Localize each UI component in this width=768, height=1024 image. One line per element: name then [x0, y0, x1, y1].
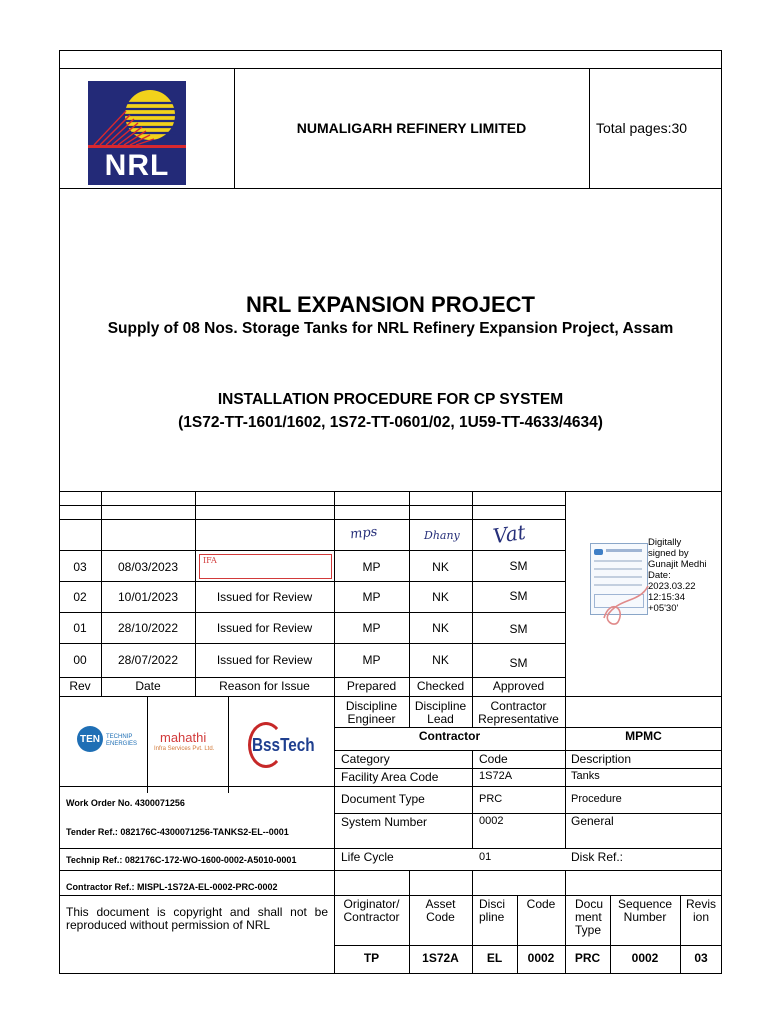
docnum-sequence: 0002: [631, 951, 659, 965]
col-reason: Reason for Issue: [219, 679, 310, 693]
reason-00: Issued for Review: [216, 653, 313, 667]
rule: [565, 727, 566, 848]
rule: [589, 68, 590, 188]
signature-checked: Dhany: [424, 529, 460, 542]
total-pages: Total pages:30: [596, 120, 688, 136]
docnum-header-originator: Originator/ Contractor: [343, 897, 400, 924]
rule: [59, 68, 722, 69]
meta-code-lifecycle: 01: [479, 851, 492, 863]
docnum-header-doctype: Docu ment Type: [575, 897, 604, 937]
date-03: 08/03/2023: [117, 560, 179, 574]
rule: [59, 550, 565, 551]
rev-02: 02: [73, 590, 87, 604]
project-subtitle: Supply of 08 Nos. Storage Tanks for NRL Refinery Expansion Project, Assam: [107, 320, 674, 337]
rule: [59, 870, 722, 871]
rule: [565, 696, 566, 727]
date-00: 28/07/2022: [117, 653, 179, 667]
col-checked: Checked: [416, 679, 465, 693]
rule: [59, 612, 565, 613]
col-rev: Rev: [69, 679, 91, 693]
meta-label-category: Category: [341, 752, 390, 766]
rule: [334, 945, 722, 946]
technip-ref: Technip Ref.: 082176C-172-WO-1600-0002-A5010-0001: [66, 855, 297, 865]
role-discipline-lead: Discipline Lead: [414, 699, 467, 726]
reason-02: Issued for Review: [216, 590, 313, 604]
document-tags: (1S72-TT-1601/1602, 1S72-TT-0601/02, 1U59-TT-4633/4634): [178, 414, 603, 431]
prepared-00: MP: [362, 653, 381, 667]
digital-signature-scribble: [596, 578, 656, 633]
rule: [334, 750, 722, 751]
meta-code-doctype: PRC: [479, 793, 503, 805]
rule: [334, 727, 722, 728]
docnum-originator: TP: [363, 951, 380, 965]
checked-02: NK: [432, 590, 449, 604]
copyright-note: This document is copyright and shall not be reproduced without permission of NRL: [66, 905, 328, 932]
date-01: 28/10/2022: [117, 621, 179, 635]
technip-logo-short: TEN: [80, 734, 100, 745]
work-order-ref: Work Order No. 4300071256: [66, 798, 185, 808]
rule: [59, 491, 722, 492]
reason-03-box: [199, 554, 332, 579]
meta-desc-category: Description: [571, 752, 632, 766]
rule: [59, 895, 722, 896]
rev-01: 01: [73, 621, 87, 635]
docnum-discipline: EL: [486, 951, 503, 965]
reason-03: IFA: [203, 556, 217, 565]
rule: [472, 696, 473, 727]
rule: [334, 768, 722, 769]
approved-01: SM: [509, 622, 528, 636]
rule: [228, 696, 229, 793]
docnum-revision: 03: [694, 951, 708, 965]
mahathi-logo-sub: Infra Services Pvt. Ltd.: [154, 746, 215, 752]
approved-00: SM: [509, 656, 528, 670]
mahathi-logo: mahathi: [160, 730, 207, 745]
docnum-header-code: Code: [526, 897, 556, 911]
meta-desc-system: General: [571, 814, 614, 828]
role-contractor-rep: Contractor Representative: [478, 699, 559, 726]
docnum-header-asset: Asset Code: [425, 897, 456, 924]
rule: [334, 813, 722, 814]
document-title: INSTALLATION PROCEDURE FOR CP SYSTEM: [217, 391, 564, 408]
nrl-logo-text: NRL: [104, 149, 170, 182]
rev-03: 03: [73, 560, 87, 574]
prepared-01: MP: [362, 621, 381, 635]
meta-desc-doctype: Procedure: [571, 793, 622, 805]
tender-ref: Tender Ref.: 082176C-4300071256-TANKS2-EL--0001: [66, 827, 289, 837]
meta-code-category: Code: [479, 752, 508, 766]
rule: [59, 848, 722, 849]
rule: [59, 643, 565, 644]
date-02: 10/01/2023: [117, 590, 179, 604]
docnum-code: 0002: [527, 951, 555, 965]
meta-desc-facility: Tanks: [571, 770, 600, 782]
col-date: Date: [135, 679, 161, 693]
bsstech-logo: BssTech: [252, 735, 315, 755]
signature-approved: Vat: [491, 519, 528, 549]
technip-logo-name: TECHNIP ENERGIES: [106, 734, 138, 747]
contractor-label: Contractor: [418, 729, 481, 743]
docnum-asset: 1S72A: [422, 951, 459, 965]
rule: [472, 750, 473, 848]
col-prepared: Prepared: [346, 679, 397, 693]
checked-00: NK: [432, 653, 449, 667]
rule: [59, 519, 565, 520]
meta-label-lifecycle: Life Cycle: [341, 850, 394, 864]
prepared-02: MP: [362, 590, 381, 604]
mpmc-label: MPMC: [625, 729, 662, 743]
contractor-ref: Contractor Ref.: MISPL-1S72A-EL-0002-PRC-0002: [66, 882, 278, 892]
rule: [565, 491, 566, 696]
rule: [59, 505, 565, 506]
meta-label-facility: Facility Area Code: [341, 770, 439, 784]
col-approved: Approved: [492, 679, 545, 693]
digital-signature-text: Digitally signed by Gunajit Medhi Date: 2023.03.22 12:15:34 +05'30': [648, 537, 707, 614]
project-title: NRL EXPANSION PROJECT: [246, 292, 535, 317]
role-discipline-engineer: Discipline Engineer: [345, 699, 398, 726]
rule: [147, 696, 148, 793]
meta-desc-lifecycle: Disk Ref.:: [571, 850, 624, 864]
rule: [59, 696, 722, 697]
meta-label-doctype: Document Type: [341, 792, 425, 806]
docnum-header-sequence: Sequence Number: [617, 897, 673, 924]
prepared-03: MP: [362, 560, 381, 574]
approved-03: SM: [509, 559, 528, 573]
checked-03: NK: [432, 560, 449, 574]
meta-code-system: 0002: [479, 815, 504, 827]
rule: [59, 188, 722, 189]
nrl-logo: [88, 81, 186, 185]
meta-label-system: System Number: [341, 815, 428, 829]
rule: [59, 786, 722, 787]
docnum-doctype: PRC: [574, 951, 601, 965]
rule: [59, 581, 565, 582]
rev-00: 00: [73, 653, 87, 667]
signature-prepared: mps: [349, 524, 379, 543]
docnum-header-discipline: Disci pline: [479, 897, 505, 924]
rule: [409, 696, 410, 727]
approved-02: SM: [509, 589, 528, 603]
meta-code-facility: 1S72A: [479, 770, 513, 782]
company-name: NUMALIGARH REFINERY LIMITED: [296, 120, 527, 136]
reason-01: Issued for Review: [216, 621, 313, 635]
docnum-header-revision: Revis ion: [685, 897, 716, 924]
checked-01: NK: [432, 621, 449, 635]
rule: [59, 677, 565, 678]
